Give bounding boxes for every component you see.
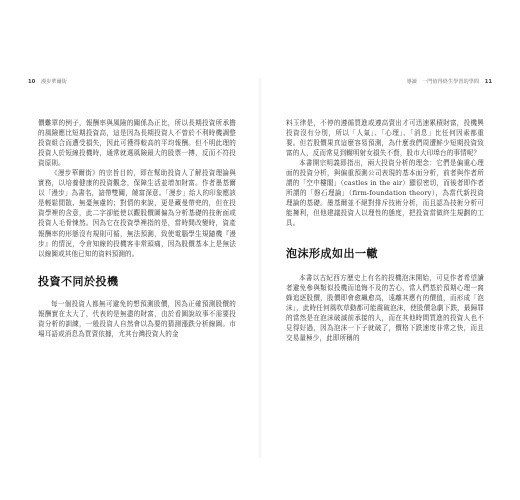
right-text-block (286, 118, 484, 343)
paragraph: 料玉律是，不停的遵循買進或遵高賣出才可迅速累積財富，投機興投資沒有分別，所以「人氣」、「心理」、「消息」比任何因素都重要。但若股價果真這麼容易預測，為什麼我們周遭鮮少短期投資致富的人，反而常見到輾明射女損失不貲，股市大印埠台的事情呢？ (286, 119, 484, 158)
right-book-title: 導讀 一門值得終生學習的學問 (406, 79, 480, 85)
paragraph: 本書以古紀西方歷史上有名的投機泡沫開始，可見作者希望讀者避免參與類似投機而追悔不及的苦心，當人們基於預期心理一窩蜂追逐股價，股價即會愈飆愈高，遠離其應有的價值，而形成「泡沫」，此時任何風吹草動都可能震破泡沫，使股價急劇下跌，最歸罪的當然是在泡沫破滅前承接的人，而在其他時間買進的投資人也不見得好過，因為泡沫一下子就破了，價格下跌速度非常之快，而且交易量極少，此即所稱的 (286, 273, 484, 342)
left-book-title: 漫步華爾街 (40, 79, 67, 85)
section-heading: 投資不同於投機 (38, 274, 119, 288)
paragraph: 每一個投資人都無可避免的想預測股價，因為正確預測股價的報酬實在太大了，代表的是無盡的財富，由於看圖說故事不需要投資分析的訓練，一般投資人自然會以為要的猜測漲跌分析線圖。市場耳語或消息為買賣依據，尤其台灣投資人的金 (38, 299, 236, 338)
right-page (260, 0, 520, 500)
left-running-head (28, 78, 67, 85)
left-page-number: 10 (28, 79, 36, 85)
paragraph: 價難單的例子，報酬率與風險的關係為正比，所以長期投資所承擔的風險應比短期投資高，這是因為長期投資人不曾於不利時機調整投資組合而遭受損失，因此可獲得較高的平均報酬。但不明此理的投資人於短線投機時，通常就選風險最大的股票一搏，反而不符投資原則。 (38, 119, 236, 168)
paragraph: 本書開宗明義即指出，兩大投資分析的理念：它們是偏重心理面的投資分析，與偏重預測公司表現的基本面分析，前者與作者所謂的「空中樓閣」（castles in the air）顯很密切，而後者即作者所謂的「磐石理論」（firm-foundation theory），為當代新投資理論的基礎。墨基爾並不絕對排斥技術分析，而且認為技術分析可能擁利，但他建議投資人以理性的態度，把投資當做終生規劃的工具。 (286, 159, 484, 228)
left-text-block (38, 118, 236, 339)
right-page-number: 11 (484, 79, 492, 85)
section-heading: 泡沫形成如出一轍 (286, 246, 378, 260)
paragraph: 《漫步華爾街》的宗旨目的，即在幫助投資人了解投資理論與實務，以培養健康的投資觀念，保障生活並增加財富。作者墨基爾以「漫步」為書名，諳帶雙關，饒富深意。「漫步」給人的印象應該是輕鬆閒散、無憂無慮的；對情的來說，更是藏曼帶兜的，但在投資學裡的含意，此二字卻能使以觀股價圖偏為分析基礎的技術面或投資人毛骨悚然。因為它在投資學裡指的是，當時間改變時，資產報酬率的形態沒有規則可循，無法預測，致使電腦學生規隨機『漫步』的情況，令倉知線的投機客非常頭痛，因為股價基本上是無法以線圖或其他已知的資料預測的。 (38, 169, 236, 258)
right-running-head (406, 78, 492, 85)
